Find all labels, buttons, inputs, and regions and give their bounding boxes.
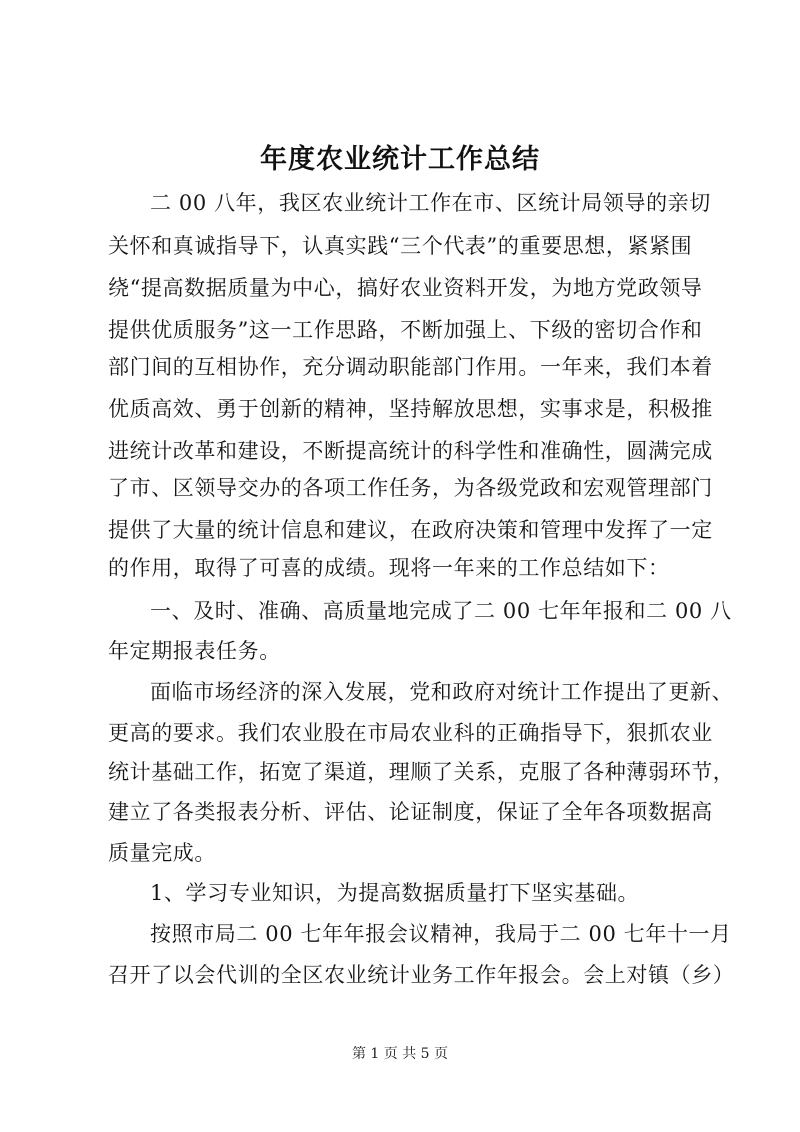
body-line: 面临市场经济的深入发展，党和政府对统计工作提出了更新、	[150, 680, 734, 704]
body-line: 提供了大量的统计信息和建议，在政府决策和管理中发挥了一定	[108, 518, 713, 542]
body-line: 提供优质服务”这一工作思路，不断加强上、下级的密切合作和	[108, 318, 703, 342]
body-line: 优质高效、勇于创新的精神，坚持解放思想，实事求是，积极推	[108, 397, 713, 421]
body-line: 了市、区领导交办的各项工作任务，为各级党政和宏观管理部门	[108, 476, 713, 500]
body-line: 二 00 八年，我区农业统计工作在市、区统计局领导的亲切	[150, 191, 711, 215]
page-number-footer: 第 1 页 共 5 页	[351, 1046, 449, 1062]
body-line: 建立了各类报表分析、评估、论证制度，保证了全年各项数据高	[108, 800, 713, 824]
body-line: 更高的要求。我们农业股在市局农业科的正确指导下，狠抓农业	[108, 721, 713, 745]
section-heading-line: 年定期报表任务。	[108, 639, 281, 663]
body-line: 质量完成。	[108, 841, 216, 865]
body-line: 绕“提高数据质量为中心，搞好农业资料开发，为地方党政领导	[108, 276, 703, 300]
body-line: 按照市局二 00 七年年报会议精神，我局于二 00 七年十一月	[150, 922, 732, 946]
body-line: 部门间的互相协作，充分调动职能部门作用。一年来，我们本着	[108, 355, 713, 379]
body-line: 统计基础工作，拓宽了渠道，理顺了关系，克服了各种薄弱环节，	[108, 760, 735, 784]
section-heading-line: 一、及时、准确、高质量地完成了二 00 七年年报和二 00 八	[150, 599, 732, 623]
body-line: 的作用，取得了可喜的成绩。现将一年来的工作总结如下：	[108, 556, 670, 580]
body-line: 关怀和真诚指导下，认真实践“三个代表”的重要思想，紧紧围	[108, 234, 693, 258]
body-line: 进统计改革和建设，不断提高统计的科学性和准确性，圆满完成	[108, 439, 713, 463]
subheading-line: 1、学习专业知识，为提高数据质量打下坚实基础。	[150, 881, 640, 905]
body-line: 召开了以会代训的全区农业统计业务工作年报会。会上对镇（乡）	[108, 963, 735, 987]
page-title: 年度农业统计工作总结	[260, 144, 540, 175]
